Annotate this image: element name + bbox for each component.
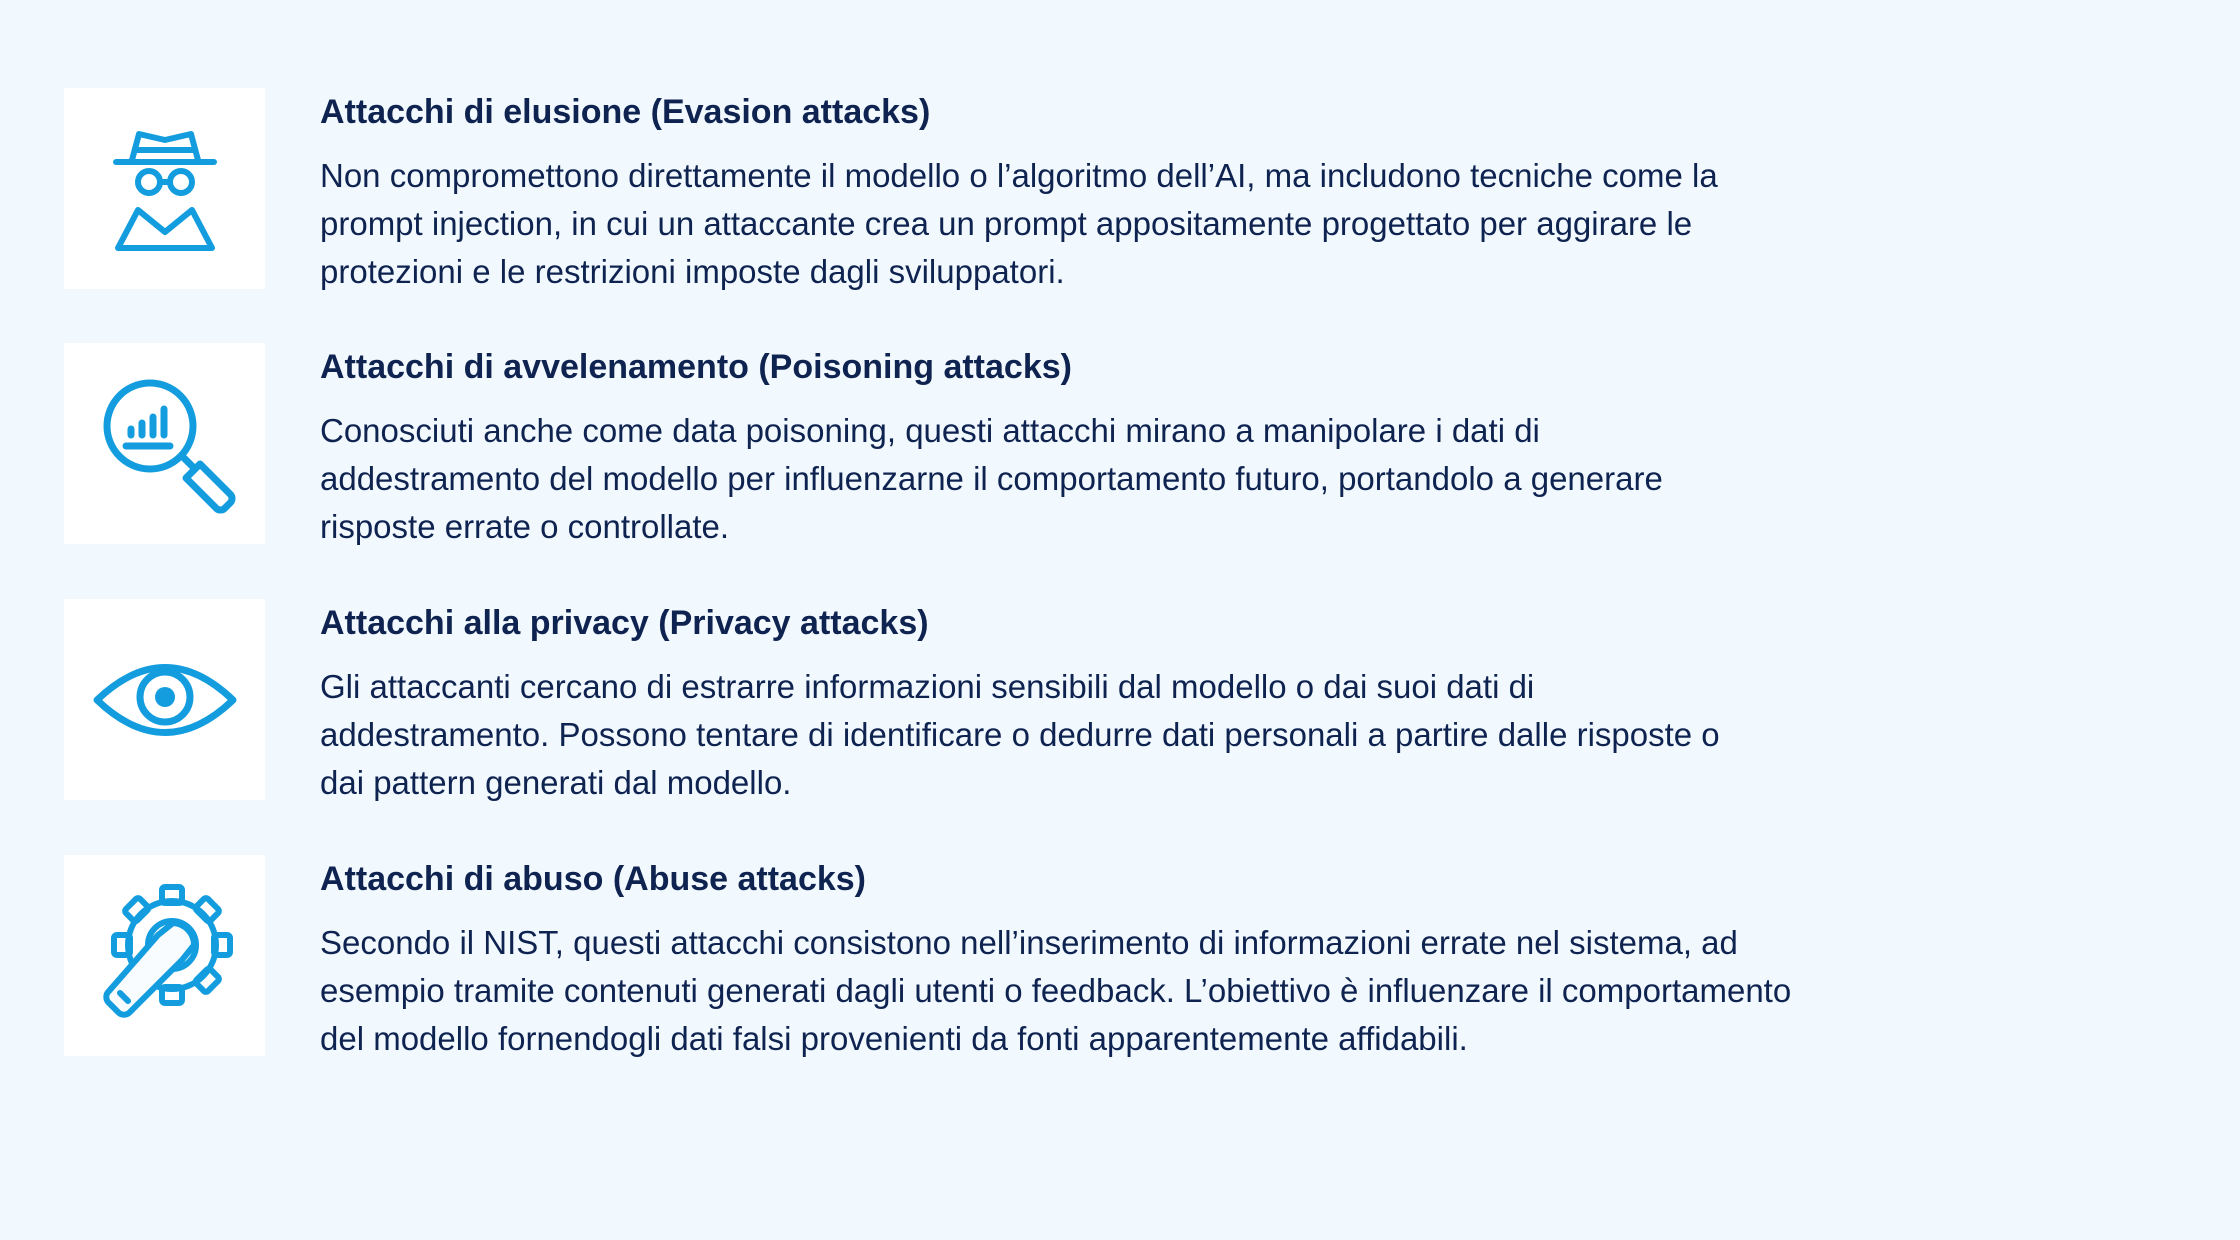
gear-wrench-icon [90, 881, 240, 1031]
description-line: del modello fornendogli dati falsi provenienti da fonti apparentemente affidabili. [320, 1020, 1468, 1057]
attack-text [320, 88, 2120, 296]
attack-text [320, 599, 2120, 807]
description-line: risposte errate o controllate. [320, 508, 730, 545]
attack-text [320, 343, 2120, 551]
attack-item-abuse [64, 855, 2104, 1056]
attack-title: Attacchi di abuso (Abuse attacks) [320, 860, 867, 898]
eye-icon [90, 625, 240, 775]
attack-title: Attacchi di avvelenamento (Poisoning attacks) [320, 348, 1072, 386]
description-line: Secondo il NIST, questi attacchi consistono nell’inserimento di informazioni errate nel sistema, ad [320, 924, 1738, 961]
icon-card [64, 88, 265, 289]
description-line: Gli attaccanti cercano di estrarre informazioni sensibili dal modello o dai suoi dati di [320, 668, 1535, 705]
description-line: Non compromettono direttamente il modello o l’algoritmo dell’AI, ma includono tecniche come la [320, 157, 1718, 194]
description-line: addestramento. Possono tentare di identificare o dedurre dati personali a partire dalle risposte o [320, 716, 1720, 753]
description-line: Conosciuti anche come data poisoning, questi attacchi mirano a manipolare i dati di [320, 412, 1540, 449]
spy-icon [90, 114, 240, 264]
icon-card [64, 599, 265, 800]
magnifier-chart-icon [90, 369, 240, 519]
attack-item-poisoning [64, 343, 2104, 544]
attack-title: Attacchi alla privacy (Privacy attacks) [320, 604, 929, 642]
description-line: protezioni e le restrizioni imposte dagli sviluppatori. [320, 253, 1065, 290]
icon-card [64, 343, 265, 544]
attack-description [320, 152, 2120, 296]
attack-title: Attacchi di elusione (Evasion attacks) [320, 93, 931, 131]
icon-card [64, 855, 265, 1056]
attack-description [320, 663, 2120, 807]
attack-item-evasion [64, 88, 2104, 289]
attack-text [320, 855, 2120, 1063]
description-line: addestramento del modello per influenzarne il comportamento futuro, portandolo a generare [320, 460, 1663, 497]
description-line: prompt injection, in cui un attaccante crea un prompt appositamente progettato per aggirare le [320, 205, 1693, 242]
attack-description [320, 407, 2120, 551]
description-line: esempio tramite contenuti generati dagli utenti o feedback. L’obiettivo è influenzare il comportamento [320, 972, 1792, 1009]
attack-item-privacy [64, 599, 2104, 800]
attack-description [320, 919, 2120, 1063]
description-line: dai pattern generati dal modello. [320, 764, 792, 801]
